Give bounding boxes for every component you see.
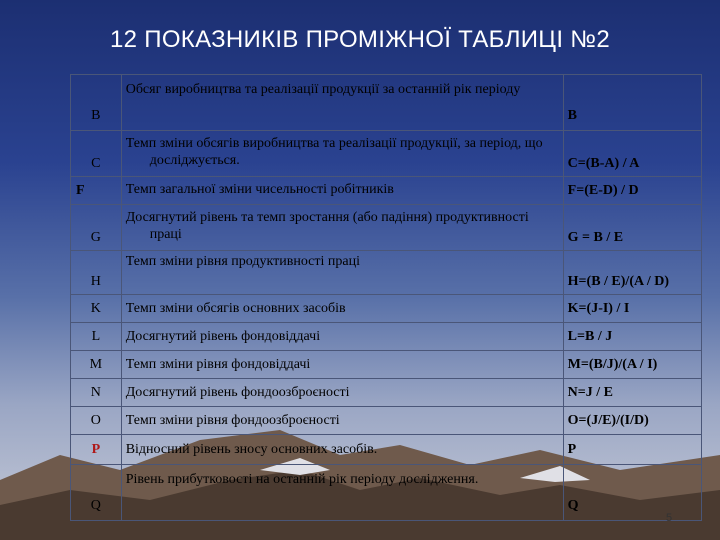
row-formula-text: G = B / E (567, 230, 624, 245)
row-description (121, 465, 563, 521)
row-formula (563, 131, 701, 177)
row-code-text: G (90, 230, 101, 245)
table-row (71, 379, 702, 407)
row-formula-text: H=(B / E)/(A / D) (567, 274, 669, 289)
row-formula (563, 251, 701, 295)
row-formula-text: P (567, 441, 577, 457)
row-code (71, 205, 122, 251)
row-formula-text: N=J / E (567, 384, 613, 400)
row-code-text: M (89, 356, 103, 372)
row-description (121, 379, 563, 407)
row-description-text: Темп зміни рівня продуктивності праці (125, 254, 360, 269)
row-description (121, 205, 563, 251)
row-code-text: O (90, 412, 101, 428)
table-row (71, 75, 702, 131)
row-code (71, 435, 122, 465)
row-code-text: P (91, 441, 101, 457)
row-description-text: Темп зміни обсягів виробництва та реалізації продукції, за період, що досліджується. (125, 136, 543, 168)
table-row (71, 435, 702, 465)
row-code-text: B (91, 108, 101, 123)
row-code (71, 407, 122, 435)
row-code-text: N (90, 384, 101, 400)
row-formula-text: M=(B/J)/(A / I) (567, 356, 658, 372)
row-code (71, 351, 122, 379)
row-formula (563, 75, 701, 131)
row-description (121, 435, 563, 465)
row-code (71, 75, 122, 131)
row-formula (563, 351, 701, 379)
slide-title: 12 ПОКАЗНИКІВ ПРОМІЖНОЇ ТАБЛИЦІ №2 (110, 26, 610, 53)
row-formula-text: O=(J/E)/(I/D) (567, 412, 649, 428)
table-row (71, 465, 702, 521)
table-row (71, 205, 702, 251)
row-formula (563, 177, 701, 205)
row-description-text: Темп зміни обсягів основних засобів (125, 301, 346, 316)
row-description (121, 407, 563, 435)
row-formula-text: Q (567, 498, 579, 513)
table-row (71, 177, 702, 205)
row-code (71, 131, 122, 177)
row-code (71, 323, 122, 351)
row-code-text: L (91, 328, 101, 344)
row-formula (563, 295, 701, 323)
row-formula (563, 407, 701, 435)
row-code (71, 379, 122, 407)
row-code (71, 465, 122, 521)
row-description (121, 351, 563, 379)
row-description-text: Рівень прибутковості на останній рік періоду дослідження. (125, 472, 479, 487)
row-description (121, 251, 563, 295)
table-row (71, 131, 702, 177)
row-code-text: C (91, 156, 101, 171)
row-description-text: Темп зміни рівня фондоозброєності (125, 413, 340, 428)
table-row (71, 407, 702, 435)
row-formula (563, 435, 701, 465)
row-description-text: Темп загальної зміни чисельності робітників (125, 182, 394, 197)
row-formula-text: K=(J-I) / I (567, 300, 630, 316)
row-code-text: Q (90, 498, 101, 513)
row-code (71, 295, 122, 323)
slide-number: 5 (666, 512, 673, 524)
row-formula (563, 465, 701, 521)
row-description (121, 295, 563, 323)
row-description-text: Обсяг виробництва та реалізації продукції за останній рік періоду (125, 82, 521, 97)
row-code-f: F (76, 183, 85, 198)
row-formula (563, 379, 701, 407)
row-code-text: H (90, 274, 101, 289)
table-row (71, 295, 702, 323)
row-description-text: Досягнутий рівень фондоозброєності (125, 385, 350, 400)
row-description-text: Досягнутий рівень фондовіддачі (125, 329, 321, 344)
indicators-table (70, 74, 702, 521)
table-row (71, 323, 702, 351)
table-row (71, 251, 702, 295)
row-formula (563, 205, 701, 251)
row-description (121, 323, 563, 351)
row-formula-text: C=(B-A) / A (567, 156, 640, 171)
table-row (71, 351, 702, 379)
row-code-text: K (90, 300, 101, 316)
row-description-text: Темп зміни рівня фондовіддачі (125, 357, 311, 372)
row-formula (563, 323, 701, 351)
row-formula-text: B (567, 108, 578, 123)
row-formula-text: L=B / J (567, 328, 613, 344)
row-description (121, 75, 563, 131)
row-formula-text: F=(E-D) / D (567, 182, 639, 198)
row-description (121, 131, 563, 177)
row-description-text: Відносний рівень зносу основних засобів. (125, 442, 378, 457)
row-code (71, 251, 122, 295)
row-description (121, 177, 563, 205)
row-description-text: Досягнутий рівень та темп зростання (або падіння) продуктивності праці (125, 210, 529, 242)
